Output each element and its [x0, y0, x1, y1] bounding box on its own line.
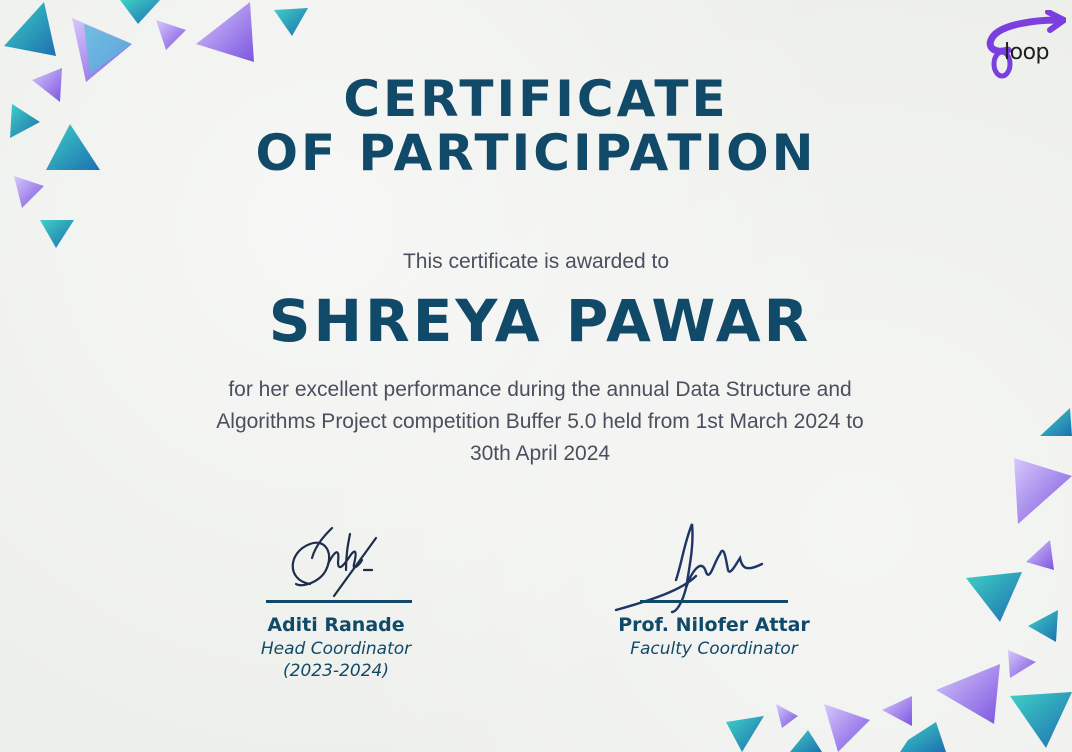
certificate-title-line2: OF PARTICIPATION: [255, 124, 817, 182]
signatory-name-right: Prof. Nilofer Attar: [618, 614, 810, 636]
signatory-name-left: Aditi Ranade: [267, 614, 405, 636]
certificate-description: [150, 374, 930, 470]
signatory-role-left: Head Coordinator: [260, 639, 412, 659]
description-line: Algorithms Project competition Buffer 5.0 held from 1st March 2024 to: [216, 410, 864, 433]
signatory-term-left: (2023-2024): [283, 661, 389, 681]
description-line: 30th April 2024: [469, 442, 611, 465]
certificate-title-line1: CERTIFICATE: [343, 70, 729, 128]
signature-aditi-ranade: [280, 514, 390, 604]
logo-text: loop: [1004, 40, 1049, 65]
description-line: for her excellent performance during the annual Data Structure and: [228, 378, 852, 401]
recipient-name: SHREYA PAWAR: [268, 287, 812, 355]
signature-nilofer-attar: [612, 514, 772, 614]
awarded-text: This certificate is awarded to: [402, 250, 670, 273]
signature-line-left: [266, 600, 412, 603]
signatory-role-right: Faculty Coordinator: [630, 639, 798, 659]
signature-line-right: [640, 600, 788, 603]
